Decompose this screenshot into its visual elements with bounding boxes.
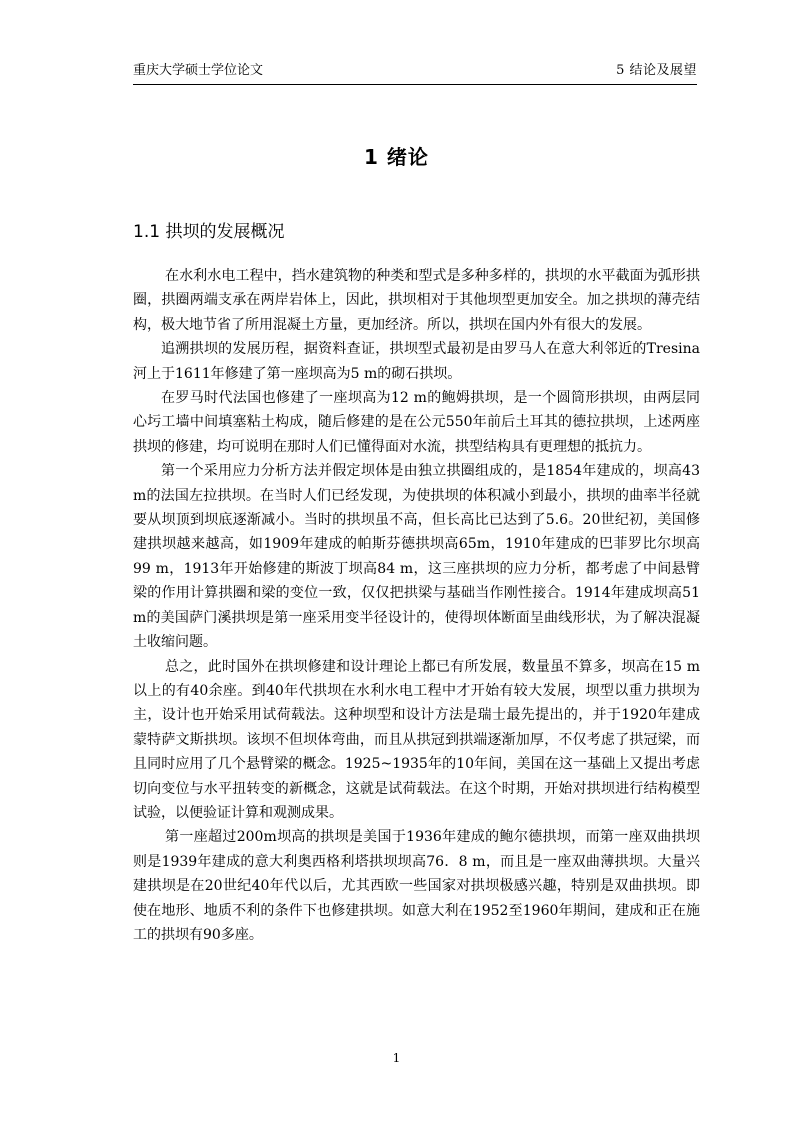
paragraph: 追溯拱坝的发展历程，据资料查证，拱坝型式最初是由罗马人在意大利邻近的Tresina河上于1611年修建了第一座坝高为5 m的砌石拱坝。 [133,341,700,382]
body-text [133,264,700,947]
section-title: 1.1 拱坝的发展概况 [133,222,285,242]
paragraph: 第一座超过200m坝高的拱坝是美国于1936年建成的鲍尔德拱坝，而第一座双曲拱坝则是1939年建成的意大利奥西格利塔拱坝坝高76．8 m，而且是一座双曲薄拱坝。大量兴建拱坝是在20世纪40年代以后，尤其西欧一些国家对拱坝极感兴趣，特别是双曲拱坝。即使在地形、地质不利的条件下也修建拱坝。如意大利在1952至1960年期间，建成和正在施工的拱坝有90多座。 [133,829,700,943]
running-header [133,58,697,85]
paragraph: 总之，此时国外在拱坝修建和设计理论上都已有所发展，数量虽不算多，坝高在15 m以上的有40余座。到40年代拱坝在水利水电工程中才开始有较大发展，坝型以重力拱坝为主，设计也开始采用试荷载法。这种坝型和设计方法是瑞士最先提出的，并于1920年建成蒙特萨文斯拱坝。该坝不但坝体弯曲，而且从拱冠到拱端逐渐加厚，不仅考虑了拱冠梁，而且同时应用了几个悬臂梁的概念。1925~1935年的10年间，美国在这一基础上又提出考虑切向变位与水平扭转变的新概念，这就是试荷载法。在这个时期，开始对拱坝进行结构模型试验，以便验证计算和观测成果。 [133,658,700,821]
paragraph: 在水利水电工程中，挡水建筑物的种类和型式是多种多样的，拱坝的水平截面为弧形拱圈，拱圈两端支承在两岸岩体上，因此，拱坝相对于其他坝型更加安全。加之拱坝的薄壳结构，极大地节省了所用混凝土方量，更加经济。所以，拱坝在国内外有很大的发展。 [133,268,700,333]
header-chapter-label: 5 结论及展望 [616,63,697,78]
page-number: 1 [392,1051,401,1065]
paragraph: 在罗马时代法国也修建了一座坝高为12 m的鲍姆拱坝，是一个圆筒形拱坝，由两层同心圬工墙中间填塞粘土构成，随后修建的是在公元550年前后土耳其的德拉拱坝，上述两座拱坝的修建，均可说明在那时人们已懂得面对水流，拱型结构具有更理想的抵抗力。 [133,390,700,455]
header-thesis-label: 重庆大学硕士学位论文 [133,63,264,78]
chapter-title: 1 绪论 [364,145,429,169]
paragraph: 第一个采用应力分析方法并假定坝体是由独立拱圈组成的，是1854年建成的，坝高43 m的法国左拉拱坝。在当时人们已经发现，为使拱坝的体积减小到最小，拱坝的曲率半径就要从坝顶到坝底逐渐减小。当时的拱坝虽不高，但长高比已达到了5.6。20世纪初，美国修建拱坝越来越高，如1909年建成的帕斯芬德拱坝高65m，1910年建成的巴菲罗比尔坝高 99 m，1913年开始修建的斯波丁坝高84 m，这三座拱坝的应力分析，都考虑了中间悬臂梁的作用计算拱圈和梁的变位一致，仅仅把拱梁与基础当作刚性接合。1914年建成坝高51 m的美国萨门溪拱坝是第一座采用变半径设计的，使得坝体断面呈曲线形状，为了解决混凝土收缩问题。 [133,463,700,651]
